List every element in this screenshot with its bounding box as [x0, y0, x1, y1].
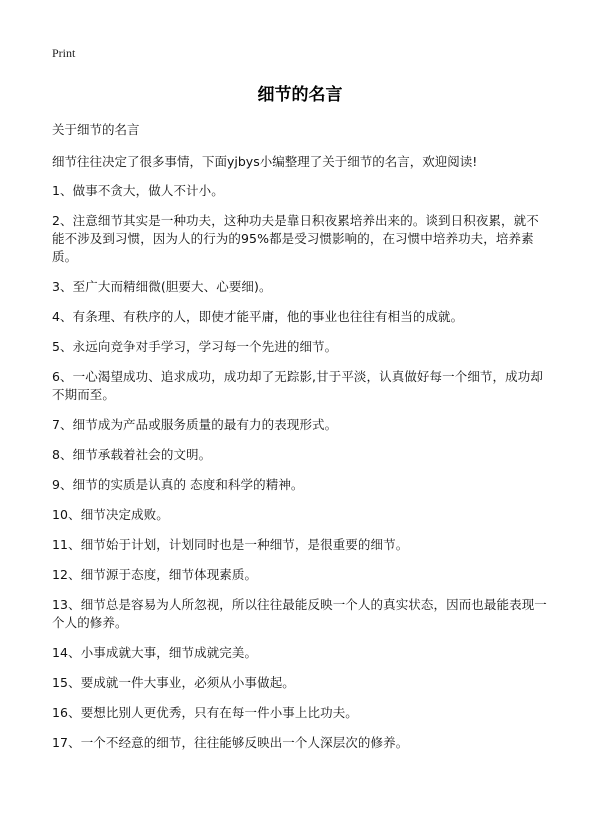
print-link[interactable]: Print: [52, 46, 76, 60]
quote-item: 10、细节决定成败。: [52, 507, 169, 522]
quote-item: 9、细节的实质是认真的 态度和科学的精神。: [52, 477, 304, 492]
article-subtitle: 关于细节的名言: [52, 122, 140, 137]
quote-item: 15、要成就一件大事业，必须从小事做起。: [52, 675, 295, 690]
quote-item: 7、细节成为产品或服务质量的最有力的表现形式。: [52, 417, 338, 432]
quote-item: 13、细节总是容易为人所忽视，所以往往最能反映一个人的真实状态，因而也最能表现一个人的修养。: [52, 597, 547, 630]
quote-item: 4、有条理、有秩序的人，即使才能平庸，他的事业也往往有相当的成就。: [52, 309, 464, 324]
quote-item: 3、至广大而精细微(胆要大、心要细)。: [52, 279, 272, 294]
quote-item: 5、永远向竞争对手学习，学习每一个先进的细节。: [52, 339, 338, 354]
quote-item: 16、要想比别人更优秀，只有在每一件小事上比功夫。: [52, 705, 358, 720]
quote-item: 1、做事不贪大，做人不计小。: [52, 183, 224, 198]
article-intro: 细节往往决定了很多事情，下面yjbys小编整理了关于细节的名言，欢迎阅读!: [52, 154, 478, 169]
page-title: 细节的名言: [257, 85, 343, 105]
quote-item: 14、小事成就大事，细节成就完美。: [52, 645, 258, 660]
quote-item: 11、细节始于计划，计划同时也是一种细节，是很重要的细节。: [52, 537, 409, 552]
quote-item: 2、注意细节其实是一种功夫，这种功夫是靠日积夜累培养出来的。谈到日积夜累，就不能不涉及到习惯，因为人的行为的95%都是受习惯影响的，在习惯中培养功夫，培养素质。: [52, 213, 539, 264]
quote-item: 6、一心渴望成功、追求成功，成功却了无踪影,甘于平淡，认真做好每一个细节，成功却不期而至。: [52, 369, 543, 402]
quote-list: [52, 182, 550, 764]
quote-item: 17、一个不经意的细节，往往能够反映出一个人深层次的修养。: [52, 735, 409, 750]
quote-item: 12、细节源于态度，细节体现素质。: [52, 567, 258, 582]
quote-item: 8、细节承载着社会的文明。: [52, 447, 212, 462]
